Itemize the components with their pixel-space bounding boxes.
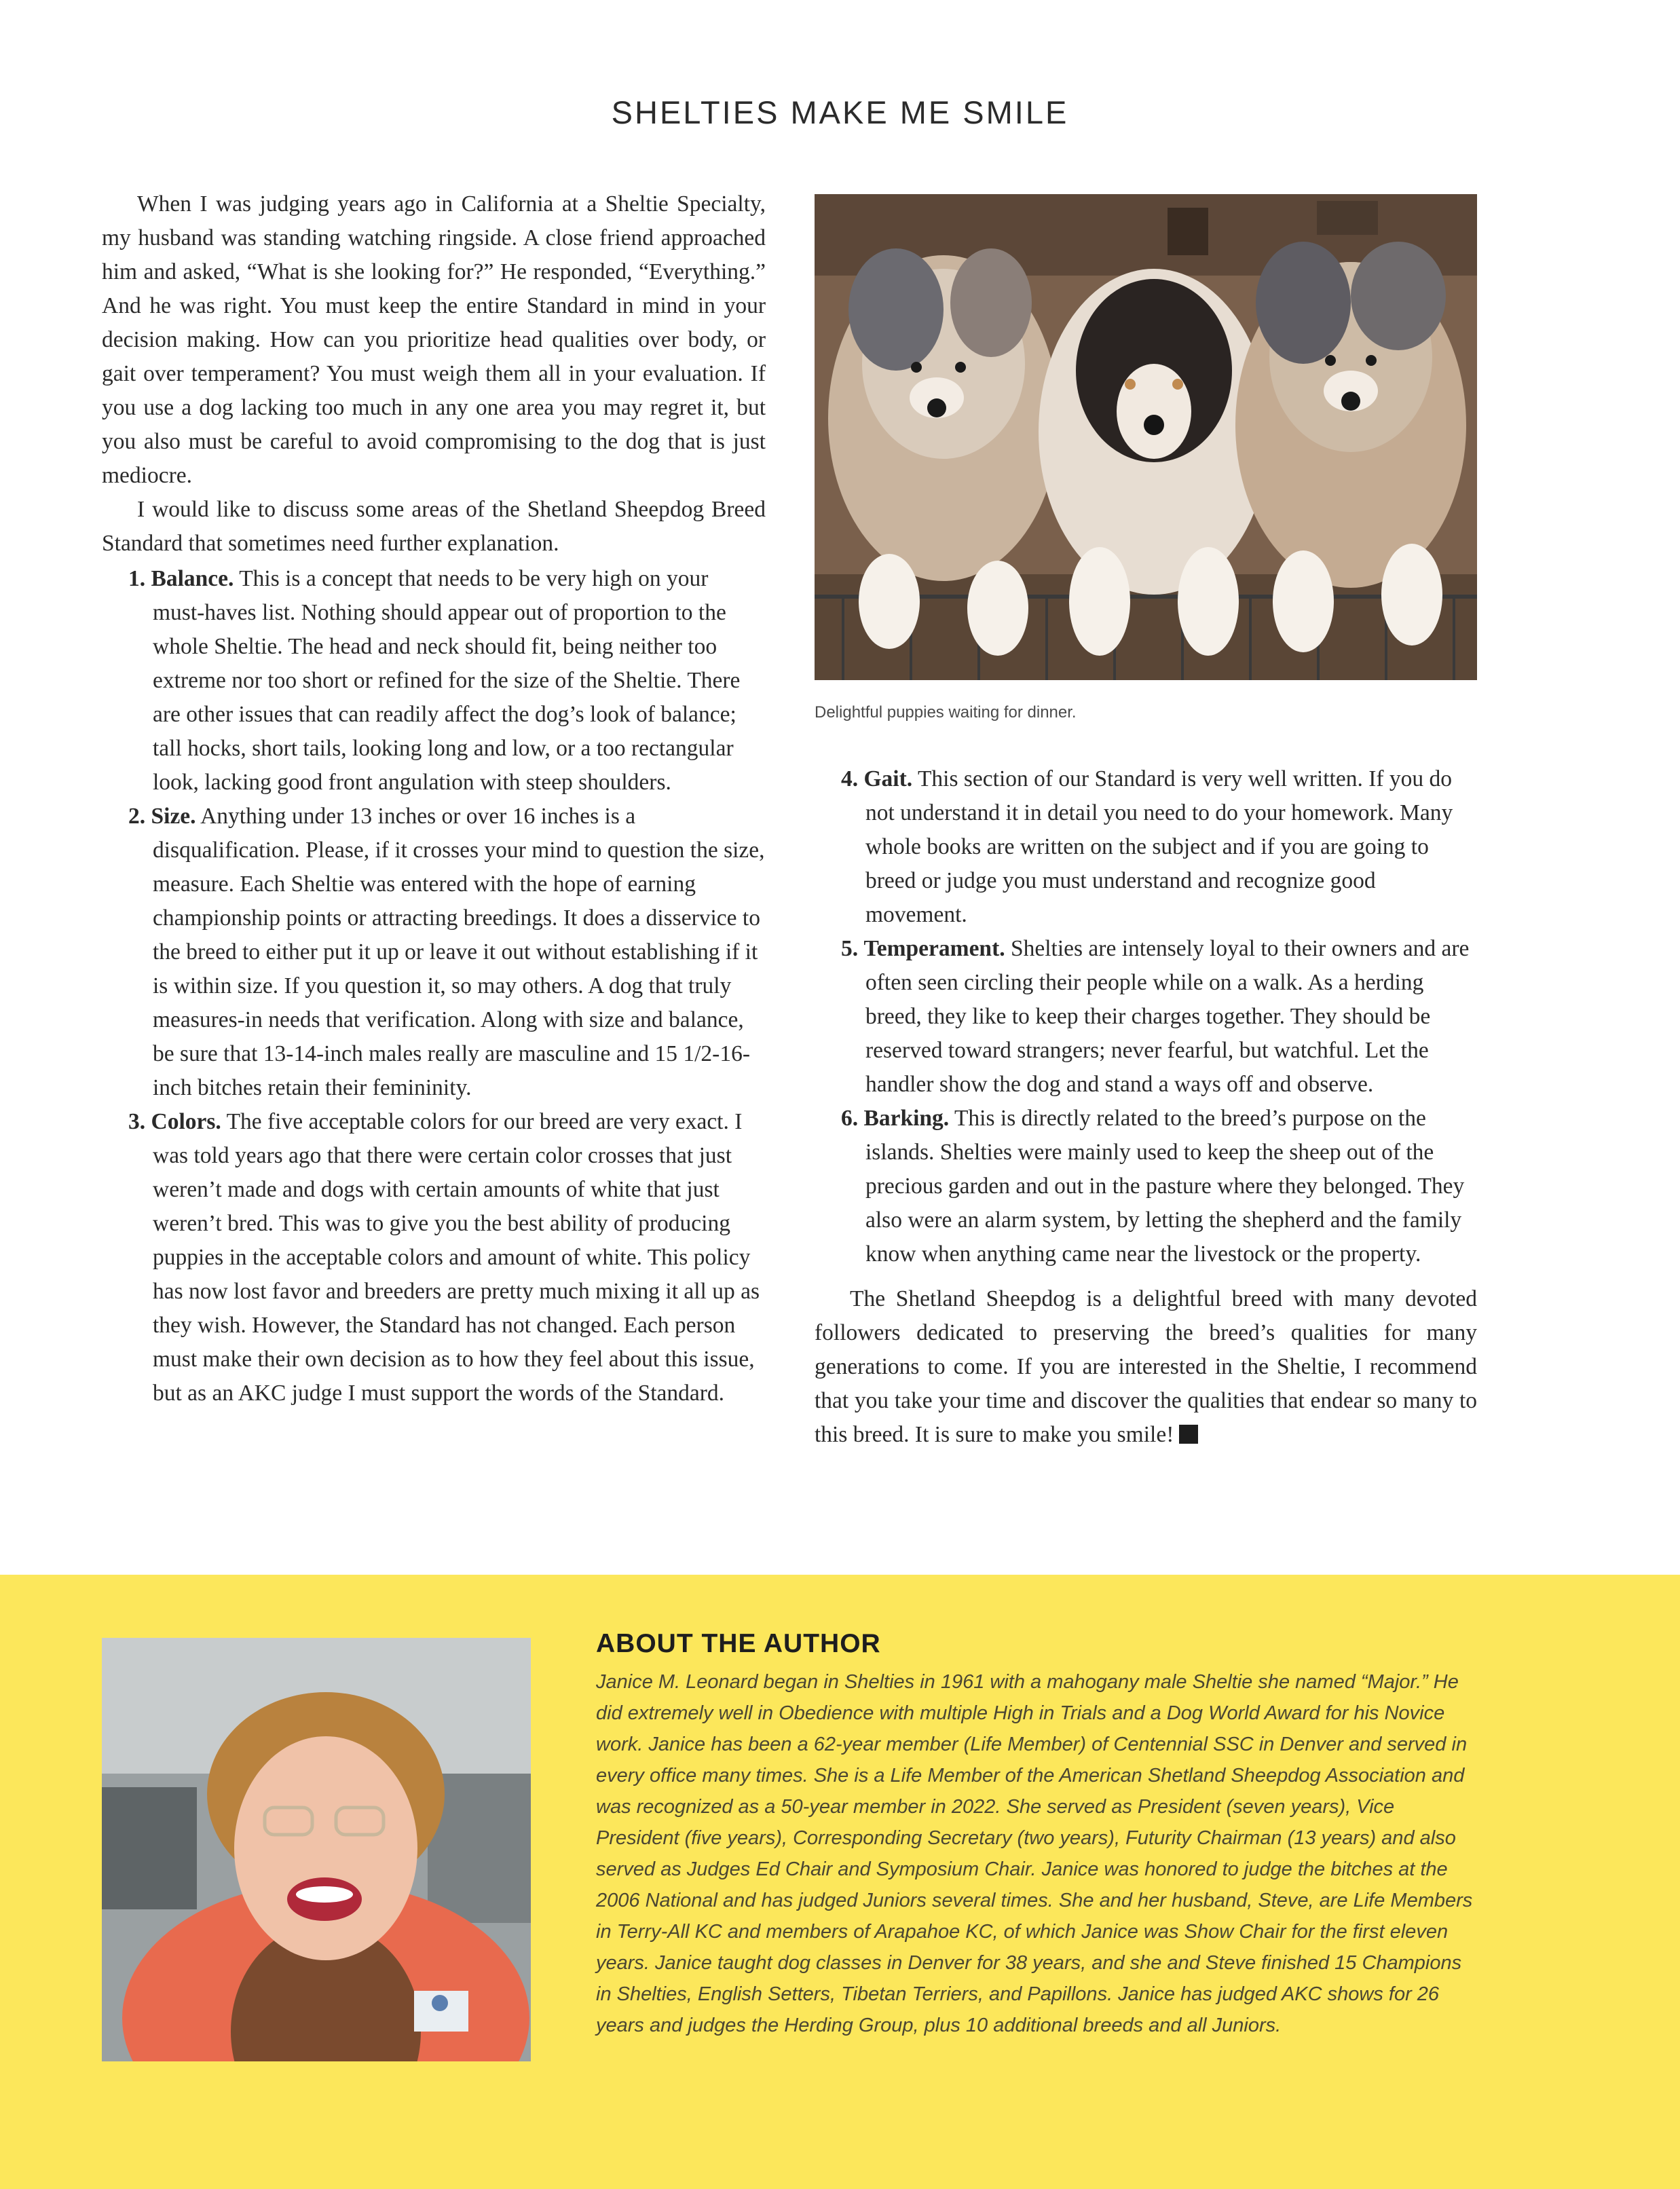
list-item-barking: 6. Barking. This is directly related to the breed’s purpose on the islands. Shelties were mainly used to keep the sheep out of the precious garden and out in the pasture where they belonged. They also were an alarm system, by letting the shepherd and the family know when anything came near the livestock or the property. [841, 1106, 1465, 1267]
puppies-photo [815, 194, 1477, 680]
about-author-heading: ABOUT THE AUTHOR [596, 1629, 881, 1658]
list-item-temperament: 5. Temperament. Shelties are intensely loyal to their owners and are often seen circling their people while on a walk. As a herding breed, they like to keep their charges together. They should be reserved toward strangers; never fearful, but watchful. Let the handler show the dog and stand a ways off and observe. [841, 936, 1470, 1097]
article-paragraph: When I was judging years ago in California at a Sheltie Specialty, my husband was standing watching ringside. A close friend approached him and asked, “What is she looking for?” He responded, “Everything.” And he was right. You must keep the entire Standard in mind in your decision making. How can you prioritize head qualities over body, or gait over temperament? You must weigh them all in your evaluation. If you use a dog lacking too much in any one area you may regret it, but you also must be careful to avoid compromising to the dog that is just mediocre. [102, 191, 766, 488]
article-column-left [102, 187, 766, 1410]
list-item-size: 2. Size. Anything under 13 inches or over 16 inches is a disqualification. Please, if it crosses your mind to question the size, measure. Each Sheltie was entered with the hope of earning championship points or attracting breedings. It does a disservice to the breed to either put it up or leave it out without establishing if it is within size. If you question it, so may others. A dog that truly measures-in needs that verification. Along with size and balance, be sure that 13-14-inch males really are masculine and 15 1/2-16-inch bitches retain their femininity. [128, 804, 765, 1100]
article-paragraph: I would like to discuss some areas of the Shetland Sheepdog Breed Standard that sometimes need further explanation. [102, 497, 766, 556]
list-item-gait: 4. Gait. This section of our Standard is very well written. If you do not understand it in detail you need to do your homework. Many whole books are written on the subject and if you are going to breed or judge you must understand and recognize good movement. [841, 766, 1453, 927]
article-column-right [815, 762, 1477, 1452]
standard-list-left [102, 562, 766, 1410]
standard-list-right [815, 762, 1477, 1271]
puppies-illustration [815, 194, 1477, 680]
list-item-balance: 1. Balance. This is a concept that needs to be very high on your must-haves list. Nothing should appear out of proportion to the whole Sheltie. The head and neck should fit, being neither too extreme nor too short or refined for the size of the Sheltie. There are other issues that can readily affect the dog’s look of balance; tall hocks, short tails, looking long and low, or a too rectangular look, lacking good front angulation with steep shoulders. [128, 566, 741, 795]
list-item-colors: 3. Colors. The five acceptable colors for our breed are very exact. I was told years ago that there were certain color crosses that just weren’t made and dogs with certain amounts of white that just weren’t bred. This was to give you the best ability of producing puppies in the acceptable colors and amount of white. This policy has now lost favor and breeders are pretty much mixing it all up as they wish. However, the Standard has not changed. Each person must make their own decision as to how they feel about this issue, but as an AKC judge I must support the words of the Standard. [128, 1109, 760, 1406]
end-mark-square-icon [1179, 1425, 1198, 1444]
photo-caption: Delightful puppies waiting for dinner. [815, 703, 1077, 722]
closing-paragraph: The Shetland Sheepdog is a delightful breed with many devoted followers dedicated to preserving the breed’s qualities for many generations to come. If you are interested in the Sheltie, I recommend that you take your time and discover the qualities that endear so many to this breed. It is sure to make you smile! [815, 1286, 1477, 1447]
page-title: SHELTIES MAKE ME SMILE [611, 94, 1069, 130]
author-bio: Janice M. Leonard began in Shelties in 1961 with a mahogany male Sheltie she named “Major.” He did extremely well in Obedience with multiple High in Trials and a Dog World Award for his Novice work. Janice has been a 62-year member (Life Member) of Centennial SSC in Denver and served in every office many times. She is a Life Member of the American Shetland Sheepdog Association and was recognized as a 50-year member in 2022. She served as President (seven years), Vice President (five years), Corresponding Secretary (two years), Futurity Chairman (13 years) and also served as Judges Ed Chair and Symposium Chair. Janice was honored to judge the bitches at the 2006 National and has judged Juniors several times. She and her husband, Steve, are Life Members in Terry-All KC and members of Arapahoe KC, of which Janice was Show Chair for the first eleven years. Janice taught dog classes in Denver for 38 years, and she and Steve finished 15 Champions in Shelties, English Setters, Tibetan Terriers, and Papillons. Janice has judged AKC shows for 26 years and judges the Herding Group, plus 10 additional breeds and all Juniors. [596, 1671, 1473, 2036]
author-photo [102, 1638, 531, 2061]
author-portrait-illustration [102, 1638, 531, 2061]
